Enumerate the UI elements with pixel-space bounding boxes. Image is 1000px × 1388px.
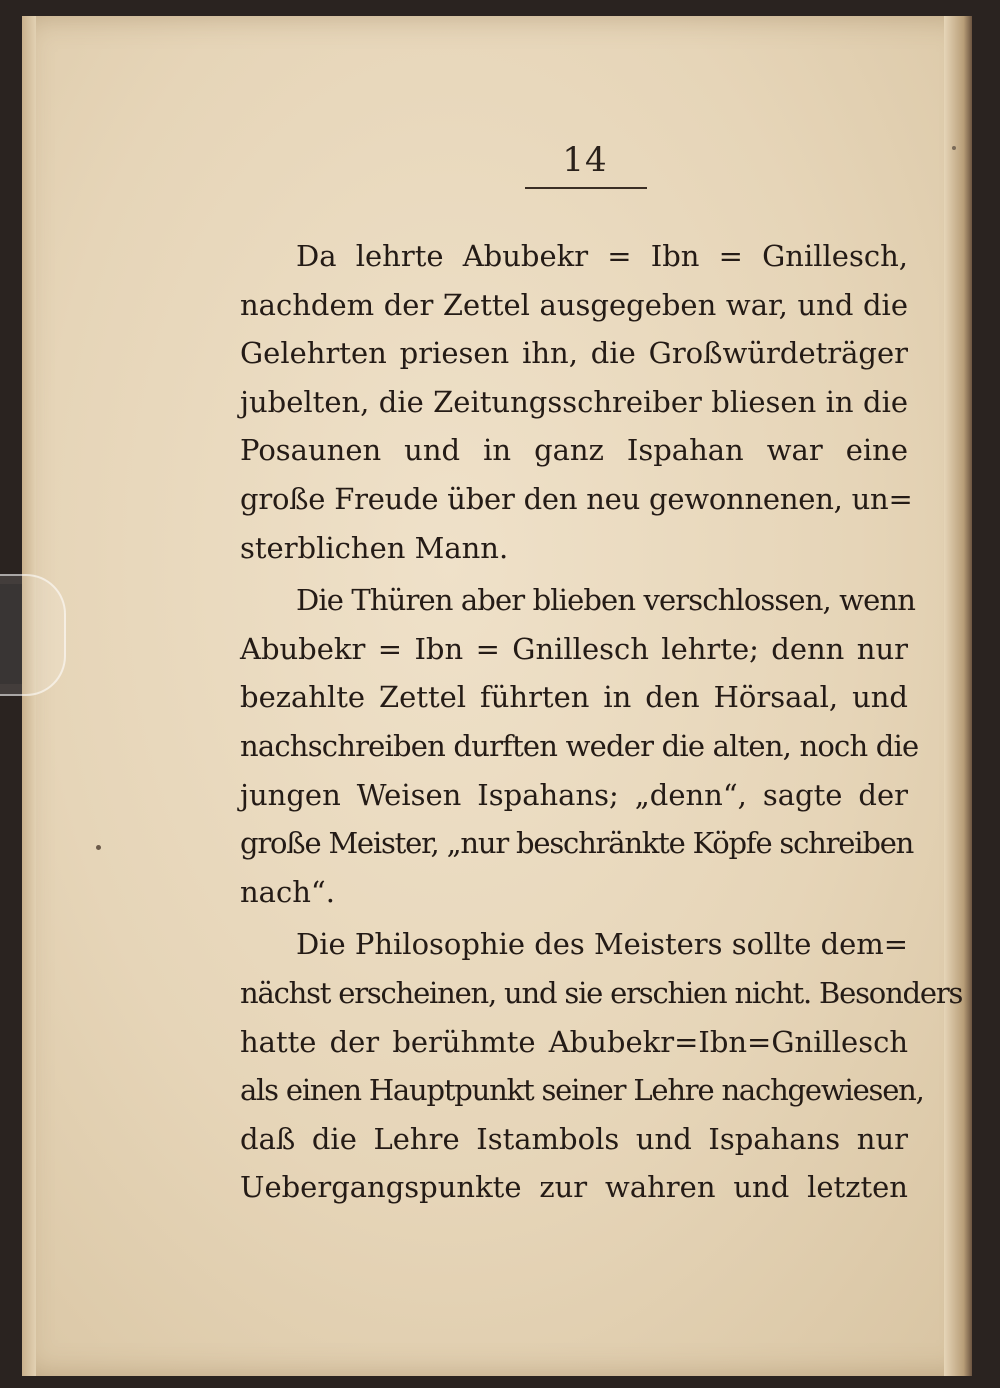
text-line: nach“. — [240, 874, 335, 909]
text-line: jungen Weisen Ispahans; „denn“, sagte der — [240, 777, 908, 812]
text-line: große Meister, „nur beschränkte Köpfe schreiben — [240, 826, 914, 861]
text-line: daß die Lehre Istambols und Ispahans nur — [240, 1121, 908, 1156]
page-edge-right — [944, 16, 972, 1376]
text-line: Die Thüren aber blieben verschlossen, wenn — [296, 583, 916, 618]
text-line: bezahlte Zettel führten in den Hörsaal, und — [240, 680, 908, 715]
text-line: Uebergangspunkte zur wahren und letzten — [240, 1170, 908, 1205]
body-text — [240, 232, 963, 1212]
text-line: nachschreiben durften weder die alten, noch die — [240, 728, 919, 763]
paragraph-2 — [240, 576, 919, 916]
text-line: jubelten, die Zeitungsschreiber bliesen in die — [240, 384, 908, 419]
text-line: große Freude über den neu gewonnenen, un= — [240, 481, 913, 516]
page-number: 14 — [562, 140, 608, 180]
text-line: sterblichen Mann. — [240, 530, 509, 565]
page-edge-left — [22, 16, 36, 1376]
text-line: Gelehrten priesen ihn, die Großwürdeträger — [240, 336, 908, 371]
text-line: Da lehrte Abubekr = Ibn = Gnillesch, — [296, 239, 908, 273]
text-line: nächst erscheinen, und sie erschien nicht. Besonders — [240, 975, 963, 1010]
text-line: Abubekr = Ibn = Gnillesch lehrte; denn nur — [240, 631, 908, 666]
binder-clip — [0, 574, 66, 696]
paper-spot — [96, 845, 101, 850]
page-number-rule — [525, 187, 647, 189]
paragraph-3 — [240, 920, 963, 1212]
paper-spot — [952, 146, 956, 150]
text-line: hatte der berühmte Abubekr=Ibn=Gnillesch — [240, 1024, 908, 1059]
text-line: Posaunen und in ganz Ispahan war eine — [240, 433, 908, 468]
text-line: nachdem der Zettel ausgegeben war, und die — [240, 287, 908, 322]
text-line: Die Philosophie des Meisters sollte dem= — [296, 927, 909, 962]
paragraph-1 — [240, 232, 913, 572]
text-line: als einen Hauptpunkt seiner Lehre nachgewiesen, — [240, 1073, 924, 1108]
